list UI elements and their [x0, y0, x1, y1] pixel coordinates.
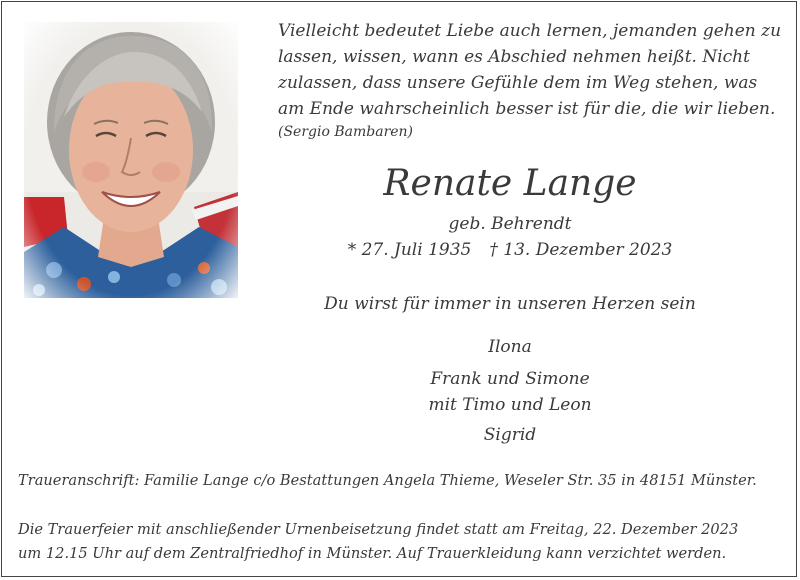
- birth-date: * 27. Juli 1935: [347, 240, 472, 260]
- quote-line: zulassen, dass unsere Gefühle dem im Weg stehen, was: [278, 73, 758, 93]
- mourner-name: Ilona: [488, 337, 532, 357]
- mourning-address: Traueranschrift: Familie Lange c/o Bestattungen Angela Thieme, Weseler Str. 35 in 48151 Münster.: [18, 472, 757, 489]
- deceased-name: Renate Lange: [383, 163, 637, 204]
- quote-line: lassen, wissen, wann es Abschied nehmen heißt. Nicht: [278, 47, 750, 67]
- notice-line: um 12.15 Uhr auf dem Zentralfriedhof in Münster. Auf Trauerkleidung kann verzichtet werden.: [18, 545, 727, 562]
- funeral-notice: [18, 518, 788, 566]
- death-date: † 13. Dezember 2023: [489, 240, 673, 260]
- quote-line: Vielleicht bedeutet Liebe auch lernen, jemanden gehen zu: [278, 21, 782, 41]
- quote-line: am Ende wahrscheinlich besser ist für die, die wir lieben.: [278, 99, 776, 119]
- birth-name: geb. Behrendt: [448, 214, 572, 234]
- mourners-list: [350, 336, 670, 448]
- notice-line: Die Trauerfeier mit anschließender Urnenbeisetzung findet statt am Freitag, 22. Dezember 2023: [18, 521, 739, 538]
- quote-author: (Sergio Bambaren): [278, 124, 414, 140]
- portrait-photo: [24, 22, 238, 298]
- mourner-name: Frank und Simone: [430, 369, 590, 389]
- quote-text: [278, 18, 788, 122]
- mourner-name: mit Timo und Leon: [428, 395, 592, 415]
- mourner-name: Sigrid: [483, 425, 537, 445]
- motto: Du wirst für immer in unseren Herzen sein: [324, 294, 696, 314]
- life-dates: [330, 240, 690, 260]
